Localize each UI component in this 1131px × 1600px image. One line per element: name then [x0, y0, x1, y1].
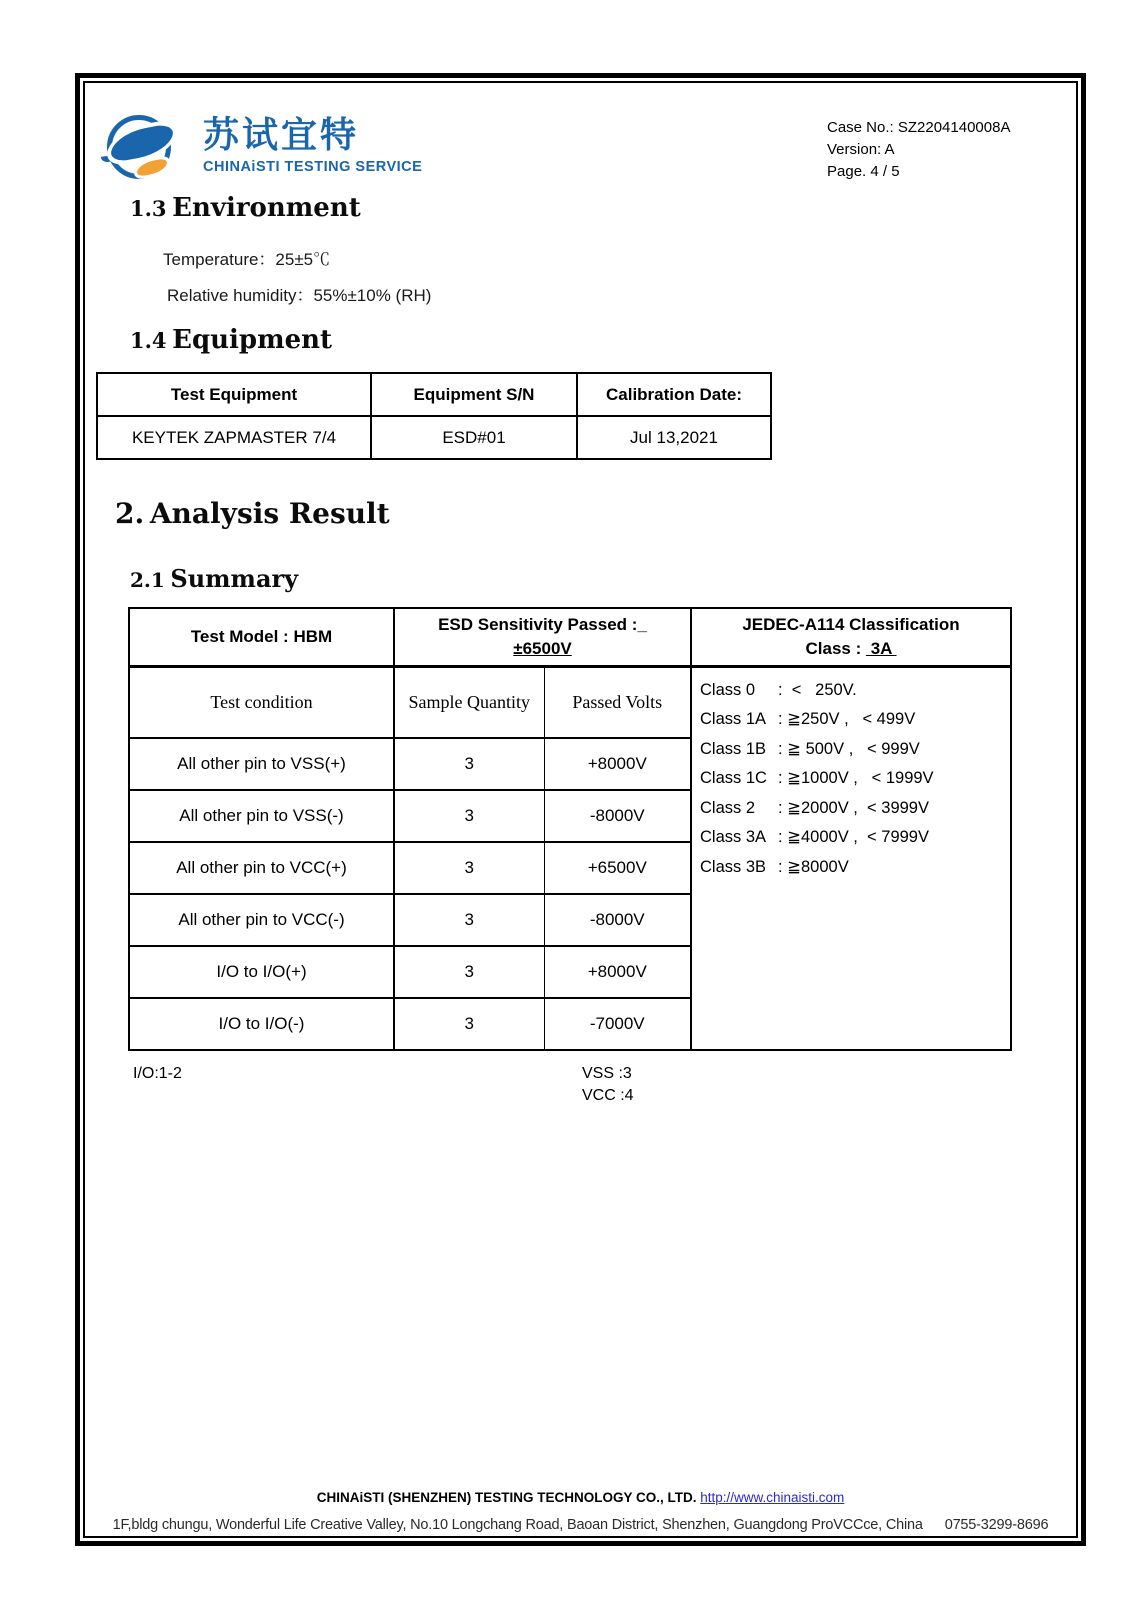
section-number: 1.3 — [130, 196, 167, 221]
test-condition-cell: All other pin to VSS(-) — [129, 790, 394, 842]
column-header-equipment-sn: Equipment S/N — [371, 373, 577, 416]
test-condition-cell: All other pin to VCC(-) — [129, 894, 394, 946]
passed-volts-cell: -8000V — [544, 790, 691, 842]
case-number: Case No.: SZ2204140008A — [827, 119, 1011, 136]
test-condition-cell: I/O to I/O(-) — [129, 998, 394, 1050]
section-heading-equipment — [130, 325, 332, 355]
class-list-item: Class 0 : < 250V. — [700, 680, 857, 699]
io-pin-note: I/O:1-2 — [133, 1065, 182, 1082]
section-title: Environment — [172, 193, 361, 223]
esd-label-mark: _ — [637, 614, 647, 634]
class-list-item: Class 2 : ≧2000V , < 3999V — [700, 798, 929, 817]
class-value: 3A — [865, 638, 897, 658]
table-row — [97, 416, 771, 459]
column-header-passed-volts: Passed Volts — [544, 666, 691, 738]
equipment-table — [96, 372, 772, 460]
jedec-title: JEDEC-A114 Classification — [742, 614, 960, 634]
passed-volts-cell: -7000V — [544, 998, 691, 1050]
summary-header-row — [129, 608, 1011, 666]
sample-quantity-cell: 3 — [394, 946, 544, 998]
class-list-item: Class 3A : ≧4000V , < 7999V — [700, 828, 929, 846]
logo-english-name: CHINAiSTI TESTING SERVICE — [203, 159, 423, 175]
summary-table — [128, 607, 1012, 1051]
page-number: Page. 4 / 5 — [827, 163, 900, 180]
test-condition-cell: All other pin to VCC(+) — [129, 842, 394, 894]
footer-phone: 0755-3299-8696 — [944, 1517, 1049, 1533]
test-model-cell: Test Model : HBM — [129, 608, 394, 666]
column-header-calibration-date: Calibration Date: — [577, 373, 771, 416]
footer-company-name: CHINAiSTI (SHENZHEN) TESTING TECHNOLOGY CO., LTD. — [316, 1490, 697, 1505]
calibration-date-cell: Jul 13,2021 — [577, 416, 771, 459]
section-heading-summary — [130, 564, 298, 593]
section-number: 1.4 — [130, 328, 167, 353]
sample-quantity-cell: 3 — [394, 842, 544, 894]
equipment-sn-cell: ESD#01 — [371, 416, 577, 459]
passed-volts-cell: +8000V — [544, 946, 691, 998]
temperature-line: Temperature：25±5℃ — [163, 250, 331, 269]
vss-pin-note: VSS :3 — [582, 1065, 632, 1082]
section-heading-environment — [130, 193, 361, 223]
test-condition-cell: All other pin to VSS(+) — [129, 738, 394, 790]
table-header-row — [97, 373, 771, 416]
class-list-item: Class 1A : ≧250V , < 499V — [700, 710, 916, 728]
section-number: 2. — [115, 497, 145, 530]
test-condition-cell: I/O to I/O(+) — [129, 946, 394, 998]
passed-volts-cell: -8000V — [544, 894, 691, 946]
section-title: Summary — [170, 564, 299, 593]
jedec-classification-cell — [691, 608, 1011, 666]
section-heading-analysis-result — [115, 497, 390, 530]
company-logo — [105, 111, 422, 191]
sample-quantity-cell: 3 — [394, 894, 544, 946]
logo-chinese-name: 苏试宜特 — [203, 114, 360, 155]
class-label: Class : — [805, 638, 862, 658]
vcc-pin-note: VCC :4 — [582, 1087, 634, 1104]
esd-sensitivity-cell — [394, 608, 691, 666]
jedec-class-list — [691, 666, 1011, 1050]
case-info-block — [827, 117, 1010, 183]
sample-quantity-cell: 3 — [394, 790, 544, 842]
column-header-sample-quantity: Sample Quantity — [394, 666, 544, 738]
esd-sensitivity-label: ESD Sensitivity Passed : — [438, 614, 638, 634]
sample-quantity-cell: 3 — [394, 738, 544, 790]
footer-address: 1F,bldg chungu, Wonderful Life Creative Valley, No.10 Longchang Road, Baoan District, Shenzhen, Guangdong ProVCCce, China — [112, 1517, 923, 1533]
footer-company-line — [85, 1490, 1076, 1505]
section-title: Analysis Result — [149, 497, 390, 530]
class-list-item: Class 1C : ≧1000V , < 1999V — [700, 769, 934, 787]
equipment-name-cell: KEYTEK ZAPMASTER 7/4 — [97, 416, 371, 459]
summary-subheader-row — [129, 666, 1011, 738]
class-list-item: Class 1B : ≧ 500V , < 999V — [700, 739, 920, 758]
company-logo-icon — [105, 111, 191, 191]
version: Version: A — [827, 141, 895, 158]
section-number: 2.1 — [130, 568, 165, 592]
class-list-item: Class 3B : ≧8000V — [700, 857, 849, 876]
footer-website-link[interactable]: http://www.chinaisti.com — [700, 1490, 845, 1505]
section-title: Equipment — [172, 325, 333, 355]
passed-volts-cell: +6500V — [544, 842, 691, 894]
humidity-line: Relative humidity：55%±10% (RH) — [167, 286, 432, 305]
pin-map-note — [582, 1063, 634, 1107]
footer-address-line — [85, 1517, 1076, 1533]
page-frame — [83, 81, 1078, 1538]
passed-volts-cell: +8000V — [544, 738, 691, 790]
column-header-test-condition: Test condition — [129, 666, 394, 738]
column-header-test-equipment: Test Equipment — [97, 373, 371, 416]
esd-passed-value: ±6500V — [513, 638, 572, 658]
sample-quantity-cell: 3 — [394, 998, 544, 1050]
